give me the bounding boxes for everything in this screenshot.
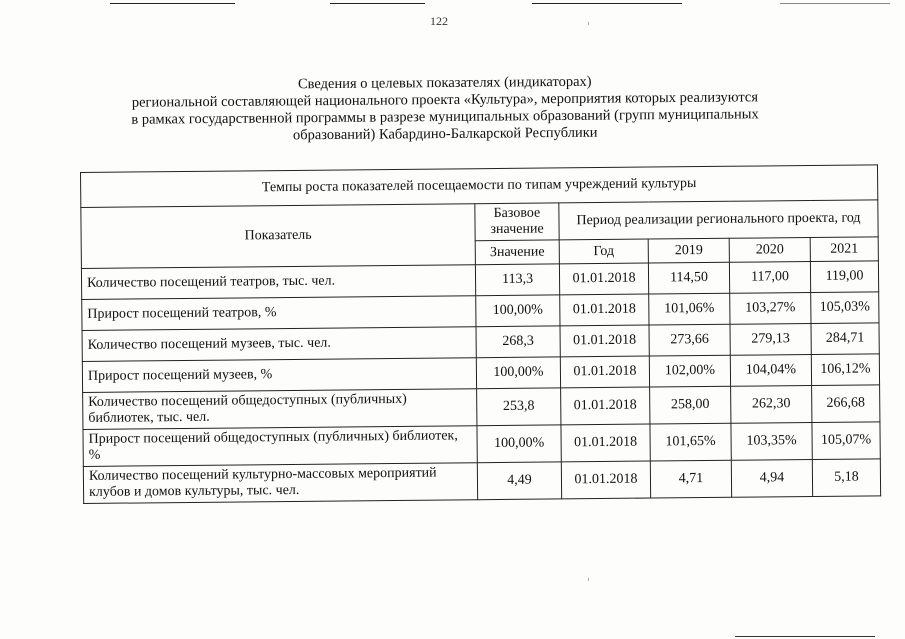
- row-2019: 101,65%: [650, 423, 731, 461]
- header-base: Базовое значение: [475, 203, 559, 241]
- row-2020: 4,94: [731, 459, 812, 497]
- row-base: 100,00%: [476, 295, 560, 327]
- table-title: Темпы роста показателей посещаемости по типам учреждений культуры: [81, 165, 878, 208]
- row-2019: 102,00%: [649, 355, 730, 387]
- row-base: 100,00%: [477, 425, 561, 463]
- row-2020: 103,27%: [730, 292, 811, 324]
- row-date: 01.01.2018: [561, 387, 650, 425]
- row-2019: 258,00: [650, 386, 731, 424]
- row-2021: 105,03%: [811, 292, 879, 324]
- header-2020: 2020: [729, 237, 810, 262]
- row-date: 01.01.2018: [560, 294, 649, 326]
- row-date: 01.01.2018: [560, 325, 649, 357]
- header-2019: 2019: [648, 238, 729, 263]
- row-name: Прирост посещений театров, %: [82, 296, 476, 331]
- row-date: 01.01.2018: [561, 424, 650, 462]
- bottom-scan-line: [735, 636, 875, 637]
- row-base: 100,00%: [476, 357, 560, 389]
- top-scan-line-4: [780, 3, 890, 4]
- row-2021: 266,68: [812, 385, 880, 423]
- row-2019: 4,71: [650, 460, 731, 498]
- row-name: Количество посещений культурно-массовых мероприятий клубов и домов культуры, тыс. чел.: [83, 463, 477, 504]
- row-2021: 105,07%: [812, 422, 880, 460]
- heading-line-3: в рамках государственной программы в разрезе муниципальных образований (групп муниципальных: [131, 106, 759, 128]
- top-scan-line-2: [330, 3, 425, 4]
- row-2019: 273,66: [649, 324, 730, 356]
- row-2021: 119,00: [810, 261, 878, 293]
- row-2020: 262,30: [731, 385, 812, 423]
- row-base: 253,8: [477, 388, 561, 426]
- row-2020: 279,13: [730, 323, 811, 355]
- scan-speck: [588, 578, 589, 581]
- row-2020: 103,35%: [731, 422, 812, 460]
- row-date: 01.01.2018: [560, 356, 649, 388]
- header-indicator: Показатель: [81, 204, 476, 269]
- row-2019: 101,06%: [649, 293, 730, 325]
- row-date: 01.01.2018: [561, 461, 650, 499]
- scan-speck: [588, 22, 589, 25]
- row-date: 01.01.2018: [559, 263, 648, 295]
- row-name: Прирост посещений общедоступных (публичных) библиотек, %: [83, 426, 477, 467]
- table-row: [83, 459, 880, 504]
- header-period: Период реализации регионального проекта, год: [559, 200, 878, 240]
- heading-line-2: региональной составляющей национального проекта «Культура», мероприятия которых реализуются: [131, 89, 759, 111]
- row-name: Количество посещений музеев, тыс. чел.: [82, 327, 476, 362]
- header-year: Год: [559, 239, 648, 264]
- row-base: 268,3: [476, 326, 560, 358]
- row-2020: 104,04%: [730, 354, 811, 386]
- row-base: 4,49: [477, 462, 561, 500]
- row-name: Количество посещений театров, тыс. чел.: [81, 265, 475, 300]
- page-number: 122: [430, 14, 448, 28]
- row-2021: 106,12%: [811, 354, 879, 386]
- indicators-table-wrapper: [80, 164, 881, 504]
- header-value: Значение: [475, 240, 559, 265]
- row-2021: 284,71: [811, 323, 879, 355]
- row-name: Прирост посещений музеев, %: [82, 358, 476, 393]
- header-2021: 2021: [810, 237, 878, 262]
- row-2019: 114,50: [648, 262, 729, 294]
- top-scan-line-3: [532, 3, 682, 4]
- row-2020: 117,00: [729, 261, 810, 293]
- top-scan-line-1: [110, 3, 235, 4]
- heading-line-4: образований) Кабардино-Балкарской Республики: [292, 124, 598, 144]
- row-base: 113,3: [475, 264, 559, 296]
- indicators-table: [80, 164, 881, 504]
- heading-line-1: Сведения о целевых показателях (индикаторах): [297, 73, 592, 93]
- row-2021: 5,18: [812, 459, 880, 497]
- row-name: Количество посещений общедоступных (публичных) библиотек, тыс. чел.: [83, 389, 477, 430]
- document-heading: [95, 72, 796, 146]
